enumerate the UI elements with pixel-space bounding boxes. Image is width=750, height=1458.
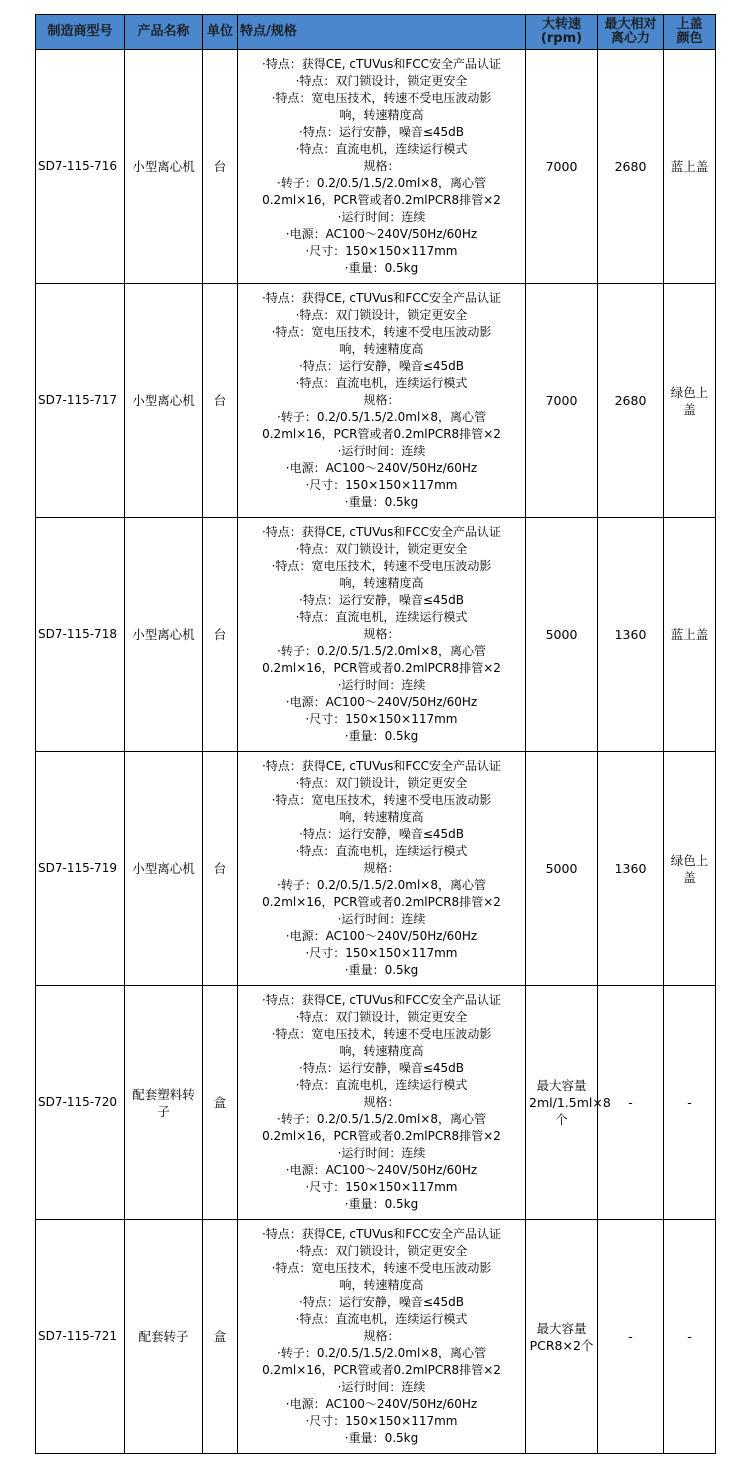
header-unit: 单位: [203, 15, 238, 50]
spec-line: 响，转速精度高: [339, 342, 424, 356]
cell-max-speed: 7000: [526, 284, 598, 518]
spec-line: ·重量：0.5kg: [344, 1197, 419, 1211]
spec-line: 0.2ml×16，PCR管或者0.2mlPCR8排管×2: [262, 427, 501, 441]
spec-line: ·特点：双门锁设计，锁定更安全: [295, 1244, 468, 1258]
spec-line: ·重量：0.5kg: [344, 963, 419, 977]
spec-line: ·特点：双门锁设计，锁定更安全: [295, 1010, 468, 1024]
cell-spec: [238, 986, 526, 1220]
cell-model: SD7-115-720: [36, 986, 125, 1220]
spec-line: ·特点：运行安静，噪音≤45dB: [299, 1061, 464, 1075]
cell-max-speed: 7000: [526, 50, 598, 284]
spec-line: 响，转速精度高: [339, 108, 424, 122]
header-speed-text: 大转速 (rpm): [540, 17, 583, 46]
spec-line: 响，转速精度高: [339, 576, 424, 590]
spec-line: 0.2ml×16，PCR管或者0.2mlPCR8排管×2: [262, 1129, 501, 1143]
table-body: [36, 50, 716, 1454]
cell-model: SD7-115-721: [36, 1220, 125, 1454]
header-row: [36, 15, 716, 50]
spec-line: ·运行时间：连续: [337, 210, 426, 224]
spec-line: 0.2ml×16，PCR管或者0.2mlPCR8排管×2: [262, 1363, 501, 1377]
cell-model: SD7-115-718: [36, 518, 125, 752]
cell-model: SD7-115-717: [36, 284, 125, 518]
cell-max-speed: 最大容量2ml/1.5ml×8个: [526, 986, 598, 1220]
spec-line: ·尺寸：150×150×117mm: [305, 244, 458, 258]
table-row: [36, 752, 716, 986]
cell-max-rcf: 2680: [598, 284, 664, 518]
cell-lid-color: 蓝上盖: [664, 518, 716, 752]
spec-line: 规格：: [363, 1329, 400, 1343]
cell-max-rcf: 1360: [598, 518, 664, 752]
cell-max-rcf: 1360: [598, 752, 664, 986]
table-header: [36, 15, 716, 50]
spec-line: ·特点：双门锁设计，锁定更安全: [295, 308, 468, 322]
spec-line: ·特点：获得CE, cTUVus和FCC安全产品认证: [261, 993, 502, 1007]
spec-line: 规格：: [363, 393, 400, 407]
spec-line: ·运行时间：连续: [337, 912, 426, 926]
header-lid-color: [664, 15, 716, 50]
cell-spec: [238, 284, 526, 518]
spec-line: ·重量：0.5kg: [344, 1431, 419, 1445]
spec-line: ·特点：运行安静，噪音≤45dB: [299, 125, 464, 139]
cell-unit: 台: [203, 752, 238, 986]
cell-unit: 盒: [203, 986, 238, 1220]
spec-line: 规格：: [363, 627, 400, 641]
cell-lid-color: 绿色上盖: [664, 284, 716, 518]
spec-line: ·重量：0.5kg: [344, 495, 419, 509]
table-row: [36, 1220, 716, 1454]
spec-line: 规格：: [363, 861, 400, 875]
spec-line: ·电源：AC100～240V/50Hz/60Hz: [285, 1163, 478, 1177]
cell-product-name: 配套转子: [125, 1220, 203, 1454]
spec-line: ·电源：AC100～240V/50Hz/60Hz: [285, 227, 478, 241]
cell-lid-color: -: [664, 986, 716, 1220]
cell-model: SD7-115-719: [36, 752, 125, 986]
spec-line: 0.2ml×16，PCR管或者0.2mlPCR8排管×2: [262, 895, 501, 909]
header-spec: 特点/规格: [238, 15, 526, 50]
cell-unit: 盒: [203, 1220, 238, 1454]
spec-line: ·特点：宽电压技术，转速不受电压波动影: [271, 1027, 492, 1041]
spec-line: ·电源：AC100～240V/50Hz/60Hz: [285, 929, 478, 943]
spec-line: ·特点：宽电压技术，转速不受电压波动影: [271, 559, 492, 573]
spec-line: ·特点：获得CE, cTUVus和FCC安全产品认证: [261, 759, 502, 773]
spec-line: ·重量：0.5kg: [344, 261, 419, 275]
spec-line: ·特点：获得CE, cTUVus和FCC安全产品认证: [261, 291, 502, 305]
spec-line: ·特点：获得CE, cTUVus和FCC安全产品认证: [261, 57, 502, 71]
cell-lid-color: 蓝上盖: [664, 50, 716, 284]
spec-line: ·电源：AC100～240V/50Hz/60Hz: [285, 695, 478, 709]
table-row: [36, 986, 716, 1220]
spec-line: ·特点：直流电机，连续运行模式: [295, 844, 468, 858]
spec-line: ·运行时间：连续: [337, 1380, 426, 1394]
cell-lid-color: -: [664, 1220, 716, 1454]
cell-max-rcf: -: [598, 986, 664, 1220]
spec-line: ·特点：宽电压技术，转速不受电压波动影: [271, 793, 492, 807]
spec-line: ·尺寸：150×150×117mm: [305, 712, 458, 726]
header-lid-text: 上盖 颜色: [676, 17, 703, 46]
cell-max-rcf: -: [598, 1220, 664, 1454]
table-row: [36, 518, 716, 752]
product-table: [35, 14, 716, 1454]
spec-line: ·转子：0.2/0.5/1.5/2.0ml×8，离心管: [277, 410, 486, 424]
spec-line: ·特点：运行安静，噪音≤45dB: [299, 1295, 464, 1309]
spec-line: 响，转速精度高: [339, 1278, 424, 1292]
header-name: 产品名称: [125, 15, 203, 50]
spec-line: ·电源：AC100～240V/50Hz/60Hz: [285, 1397, 478, 1411]
header-model: 制造商型号: [36, 15, 125, 50]
table-row: [36, 284, 716, 518]
spec-line: ·特点：宽电压技术，转速不受电压波动影: [271, 325, 492, 339]
spec-line: 响，转速精度高: [339, 1044, 424, 1058]
spec-line: 规格：: [363, 159, 400, 173]
spec-line: ·特点：宽电压技术，转速不受电压波动影: [271, 91, 492, 105]
spec-line: ·特点：双门锁设计，锁定更安全: [295, 74, 468, 88]
spec-line: 响，转速精度高: [339, 810, 424, 824]
product-table-container: [35, 14, 715, 1454]
cell-max-speed: 5000: [526, 752, 598, 986]
spec-line: ·特点：直流电机，连续运行模式: [295, 142, 468, 156]
spec-line: ·转子：0.2/0.5/1.5/2.0ml×8，离心管: [277, 878, 486, 892]
spec-line: 0.2ml×16，PCR管或者0.2mlPCR8排管×2: [262, 661, 501, 675]
spec-line: ·电源：AC100～240V/50Hz/60Hz: [285, 461, 478, 475]
spec-line: ·转子：0.2/0.5/1.5/2.0ml×8，离心管: [277, 176, 486, 190]
spec-line: ·运行时间：连续: [337, 1146, 426, 1160]
spec-line: ·转子：0.2/0.5/1.5/2.0ml×8，离心管: [277, 644, 486, 658]
spec-line: ·运行时间：连续: [337, 678, 426, 692]
spec-line: ·特点：获得CE, cTUVus和FCC安全产品认证: [261, 525, 502, 539]
spec-line: ·特点：直流电机，连续运行模式: [295, 610, 468, 624]
cell-model: SD7-115-716: [36, 50, 125, 284]
header-speed: [526, 15, 598, 50]
spec-line: ·转子：0.2/0.5/1.5/2.0ml×8，离心管: [277, 1346, 486, 1360]
cell-product-name: 小型离心机: [125, 752, 203, 986]
spec-line: ·特点：运行安静，噪音≤45dB: [299, 593, 464, 607]
spec-line: ·尺寸：150×150×117mm: [305, 1414, 458, 1428]
header-rcf-text: 最大相对 离心力: [604, 17, 657, 46]
spec-line: ·特点：直流电机，连续运行模式: [295, 1078, 468, 1092]
cell-product-name: 小型离心机: [125, 284, 203, 518]
cell-unit: 台: [203, 284, 238, 518]
spec-line: 规格：: [363, 1095, 400, 1109]
cell-max-speed: 5000: [526, 518, 598, 752]
cell-unit: 台: [203, 518, 238, 752]
table-row: [36, 50, 716, 284]
spec-line: 0.2ml×16，PCR管或者0.2mlPCR8排管×2: [262, 193, 501, 207]
spec-line: ·运行时间：连续: [337, 444, 426, 458]
spec-line: ·特点：直流电机，连续运行模式: [295, 1312, 468, 1326]
cell-spec: [238, 752, 526, 986]
cell-max-rcf: 2680: [598, 50, 664, 284]
spec-line: ·转子：0.2/0.5/1.5/2.0ml×8，离心管: [277, 1112, 486, 1126]
spec-line: ·特点：获得CE, cTUVus和FCC安全产品认证: [261, 1227, 502, 1241]
cell-spec: [238, 518, 526, 752]
spec-line: ·尺寸：150×150×117mm: [305, 946, 458, 960]
cell-product-name: 配套塑料转子: [125, 986, 203, 1220]
spec-line: ·特点：双门锁设计，锁定更安全: [295, 542, 468, 556]
spec-line: ·特点：双门锁设计，锁定更安全: [295, 776, 468, 790]
spec-line: ·重量：0.5kg: [344, 729, 419, 743]
spec-line: ·特点：直流电机，连续运行模式: [295, 376, 468, 390]
cell-lid-color: 绿色上盖: [664, 752, 716, 986]
cell-spec: [238, 50, 526, 284]
spec-line: ·特点：运行安静，噪音≤45dB: [299, 827, 464, 841]
cell-unit: 台: [203, 50, 238, 284]
spec-line: ·尺寸：150×150×117mm: [305, 1180, 458, 1194]
cell-product-name: 小型离心机: [125, 50, 203, 284]
cell-max-speed: 最大容量PCR8×2个: [526, 1220, 598, 1454]
spec-line: ·特点：运行安静，噪音≤45dB: [299, 359, 464, 373]
header-rcf: [598, 15, 664, 50]
cell-spec: [238, 1220, 526, 1454]
spec-line: ·特点：宽电压技术，转速不受电压波动影: [271, 1261, 492, 1275]
cell-product-name: 小型离心机: [125, 518, 203, 752]
spec-line: ·尺寸：150×150×117mm: [305, 478, 458, 492]
